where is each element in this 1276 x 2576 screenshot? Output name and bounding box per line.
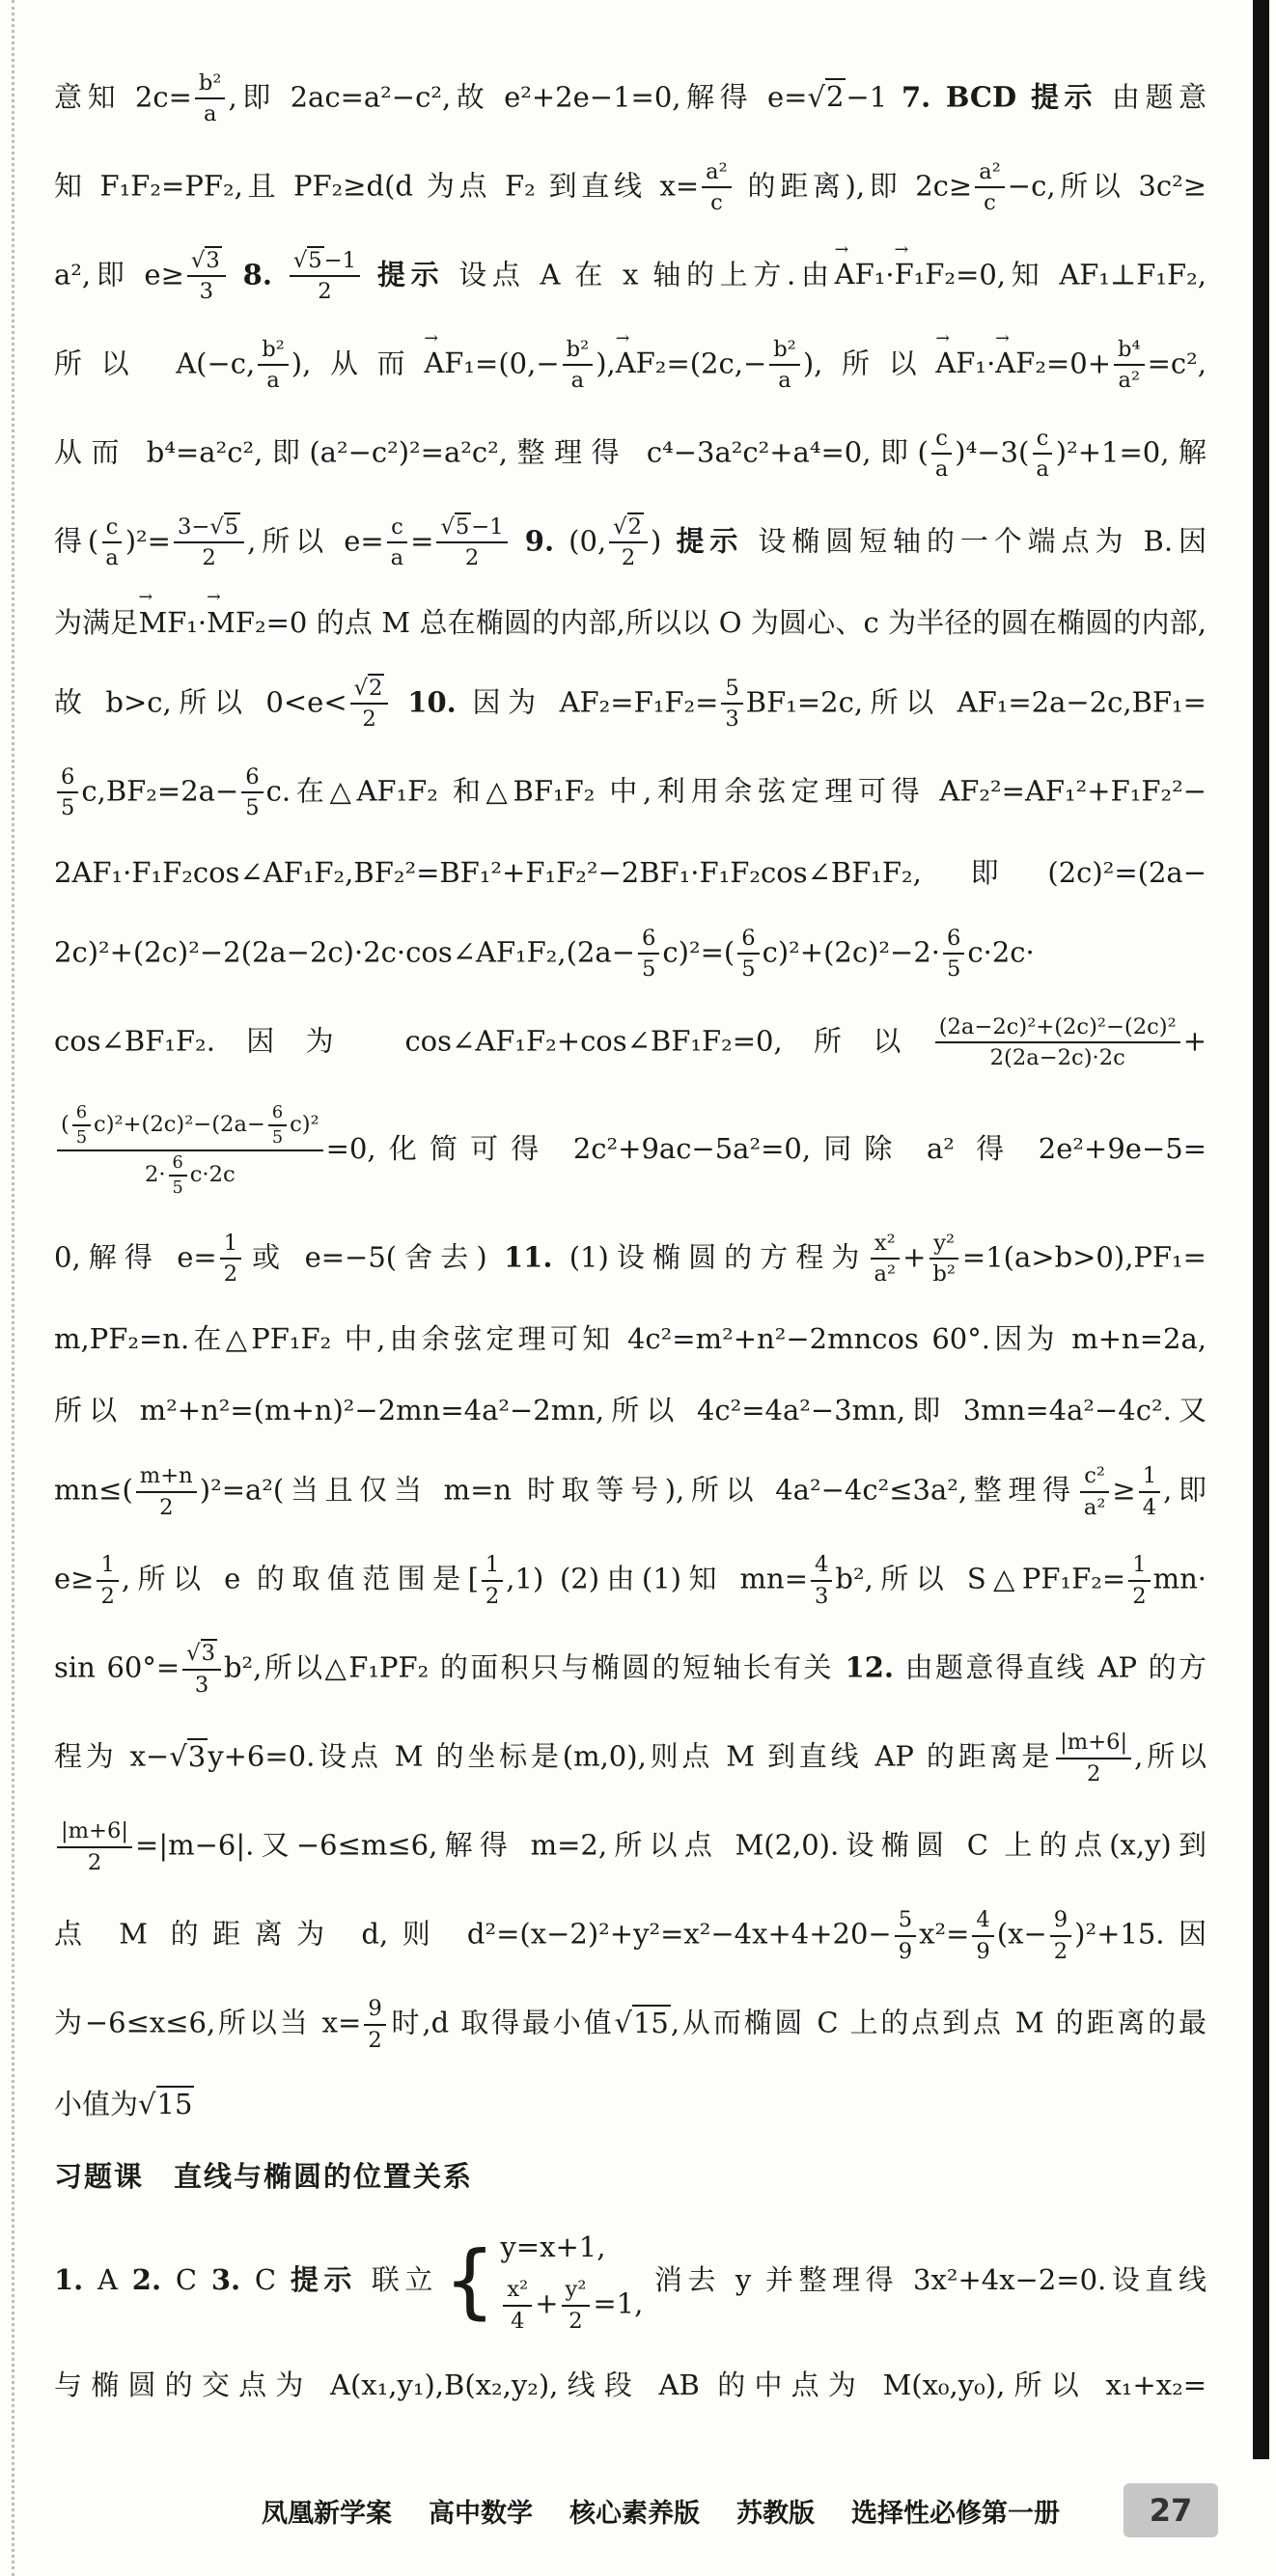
text-line: 得( $\frac{c}{a}$ )²= $\frac{3-√5}{2}$ ,所以 e= $\frac{c}{a}$ = $\frac{√5-1}{2}$ 9. (0, $\frac{√2}{2}$ ) 提示 设椭圆短轴的一个端点为 B.因	[54, 514, 1207, 571]
text-line: ( $\frac{6}{5}$ c)²+(2c)²−(2a− $\frac{6}{5}$ c)² 2· $\frac{6}{5}$ c·2c =0,化简可得 2c²+9ac−5a²=0,同除 a² 得 2e²+9e−5=	[54, 1102, 1207, 1199]
section-heading: 习题课 直线与椭圆的位置关系	[54, 2160, 474, 2194]
text-line: cos∠BF₁F₂.因为 cos∠AF₁F₂+cos∠BF₁F₂=0,所以 $\frac{\text{(2a−2c)²+(2c)²−(2c)²}}{2(2a-2c)\cdot 2c}$ +	[54, 1013, 1207, 1071]
footer-volume: 选择性必修第一册	[851, 2498, 1060, 2529]
text-line: 1. A 2. C 3. C 提示 联立 { y=x+1, $\frac{\text{x²}}{4}$ + $\frac{\text{y²}}{2}$ =1, 消去 y 并整理得 3x²+4x−2=0.设直线	[54, 2230, 1207, 2334]
text-line: a²,即 e≥ $\frac{√3}{3}$ 8. $\frac{√5-1}{2}$ 提示 设点 A 在 x 轴的上方.由AF₁ →·F₁F₂ →=0,知 AF₁⊥F₁F₂,	[54, 247, 1207, 306]
page-footer	[0, 2483, 1218, 2537]
text-line: 意知 2c= $\frac{\text{b²}}{a}$ ,即 2ac=a²−c²,故 e²+2e−1=0,解得 e=√2−1 7. BCD 提示 由题意	[54, 70, 1207, 127]
text-line: 所以 A(−c, $\frac{\text{b²}}{a}$ ),从而AF₁ →=(0,− $\frac{\text{b²}}{a}$ ),AF₂ →=(2c,− $\frac{\text{b²}}{a}$ ),所以AF₁ →·AF₂ →=0+ $\frac{\text{b⁴}}{\text{a²}}$ =c²,	[54, 336, 1207, 395]
text-line: 故 b>c,所以 0<e< $\frac{√2}{2}$ 10. 因为 AF₂=F₁F₂= $\frac{5}{3}$ BF₁=2c,所以 AF₁=2a−2c,BF₁=	[54, 675, 1207, 733]
text-line: 程为 x−√3y+6=0.设点 M 的坐标是(m,0),则点 M 到直线 AP 的距离是 $\frac{|m+6|}{2}$ ,所以	[54, 1730, 1207, 1787]
text-line: 从而 b⁴=a²c²,即(a²−c²)²=a²c²,整理得 c⁴−3a²c²+a⁴=0,即( $\frac{c}{a}$ )⁴−3( $\frac{c}{a}$ )²+1=0,解	[54, 426, 1207, 483]
footer-subject: 高中数学	[429, 2498, 533, 2529]
text-line: sin 60°= $\frac{√3}{3}$ b²,所以△F₁PF₂ 的面积只与椭圆的短轴长有关 12. 由题意得直线 AP 的方	[54, 1641, 1207, 1698]
page-number-badge	[1123, 2483, 1218, 2537]
text-line: 2AF₁·F₁F₂cos∠AF₁F₂,BF₂²=BF₁²+F₁F₂²−2BF₁·F₁F₂cos∠BF₁F₂,即(2c)²=(2a−	[54, 855, 1207, 889]
text-line: 点 M 的距离为 d,则 d²=(x−2)²+y²=x²−4x+4+20− $\frac{5}{9}$ x²= $\frac{4}{9}$ (x− $\frac{9}{2}$ )²+15.因	[54, 1907, 1207, 1964]
footer-series-name: 凤凰新学案	[262, 2498, 392, 2529]
text-line: 知 F₁F₂=PF₂,且 PF₂≥d(d 为点 F₂ 到直线 x= $\frac{\text{a²}}{c}$ 的距离),即 2c≥ $\frac{\text{a²}}{c}$ −c,所以 3c²≥	[54, 159, 1207, 216]
right-binding-bar	[1253, 0, 1269, 2459]
text-line: 所以 m²+n²=(m+n)²−2mn=4a²−2mn,所以 4c²=4a²−3mn,即 3mn=4a²−4c².又	[54, 1394, 1207, 1427]
footer-publisher: 苏教版	[736, 2498, 815, 2529]
text-line: e≥ $\frac{1}{2}$ ,所以 e 的取值范围是[ $\frac{1}{2}$ ,1) (2)由(1)知 mn= $\frac{4}{3}$ b²,所以 S△PF₁F₂= $\frac{1}{2}$ mn·	[54, 1552, 1207, 1609]
text-line: mn≤( $\frac{m+n}{2}$ )²=a²(当且仅当 m=n 时取等号),所以 4a²−4c²≤3a²,整理得 $\frac{\text{c²}}{\text{a²}}$ ≥ $\frac{1}{4}$ ,即	[54, 1463, 1207, 1520]
content-lines	[54, 69, 1207, 2407]
text-line: $\frac{6}{5}$ c,BF₂=2a− $\frac{6}{5}$ c.在△AF₁F₂ 和△BF₁F₂ 中,利用余弦定理可得 AF₂²=AF₁²+F₁F₂²−	[54, 763, 1207, 822]
page-number: 27	[1149, 2492, 1193, 2529]
text-line: m,PF₂=n.在△PF₁F₂ 中,由余弦定理可知 4c²=m²+n²−2mncos 60°.因为 m+n=2a,	[54, 1321, 1207, 1355]
text-line: 为满足MF₁ →·MF₂ →=0 的点 M 总在椭圆的内部,所以以 O 为圆心、c 为半径的圆在椭圆的内部,	[54, 602, 1207, 645]
text-line: 与椭圆的交点为 A(x₁,y₁),B(x₂,y₂),线段 AB 的中点为 M(x₀,y₀),所以 x₁+x₂=	[54, 2368, 1207, 2402]
text-line: 2c)²+(2c)²−2(2a−2c)·2c·cos∠AF₁F₂,(2a− $\frac{6}{5}$ c)²=( $\frac{6}{5}$ c)²+(2c)²−2· $\frac{6}{5}$ c·2c·	[54, 925, 1035, 983]
text-line: 0,解得 e= $\frac{1}{2}$ 或 e=−5(舍去) 11. (1)设椭圆的方程为 $\frac{\text{x²}}{\text{a²}}$ + $\frac{\text{y²}}{\text{b²}}$ =1(a>b>0),PF₁=	[54, 1230, 1207, 1287]
text-line: 小值为√15	[54, 2088, 193, 2121]
text-line: 为−6≤x≤6,所以当 x= $\frac{9}{2}$ 时,d 取得最小值√15,从而椭圆 C 上的点到点 M 的距离的最	[54, 1996, 1207, 2053]
text-line: $\frac{|m+6|}{2}$ =|m−6|.又−6≤m≤6,解得 m=2,所以点 M(2,0).设椭圆 C 上的点(x,y)到	[54, 1817, 1207, 1876]
footer-edition: 核心素养版	[569, 2498, 700, 2529]
left-dotted-margin-rule	[12, 0, 14, 2576]
